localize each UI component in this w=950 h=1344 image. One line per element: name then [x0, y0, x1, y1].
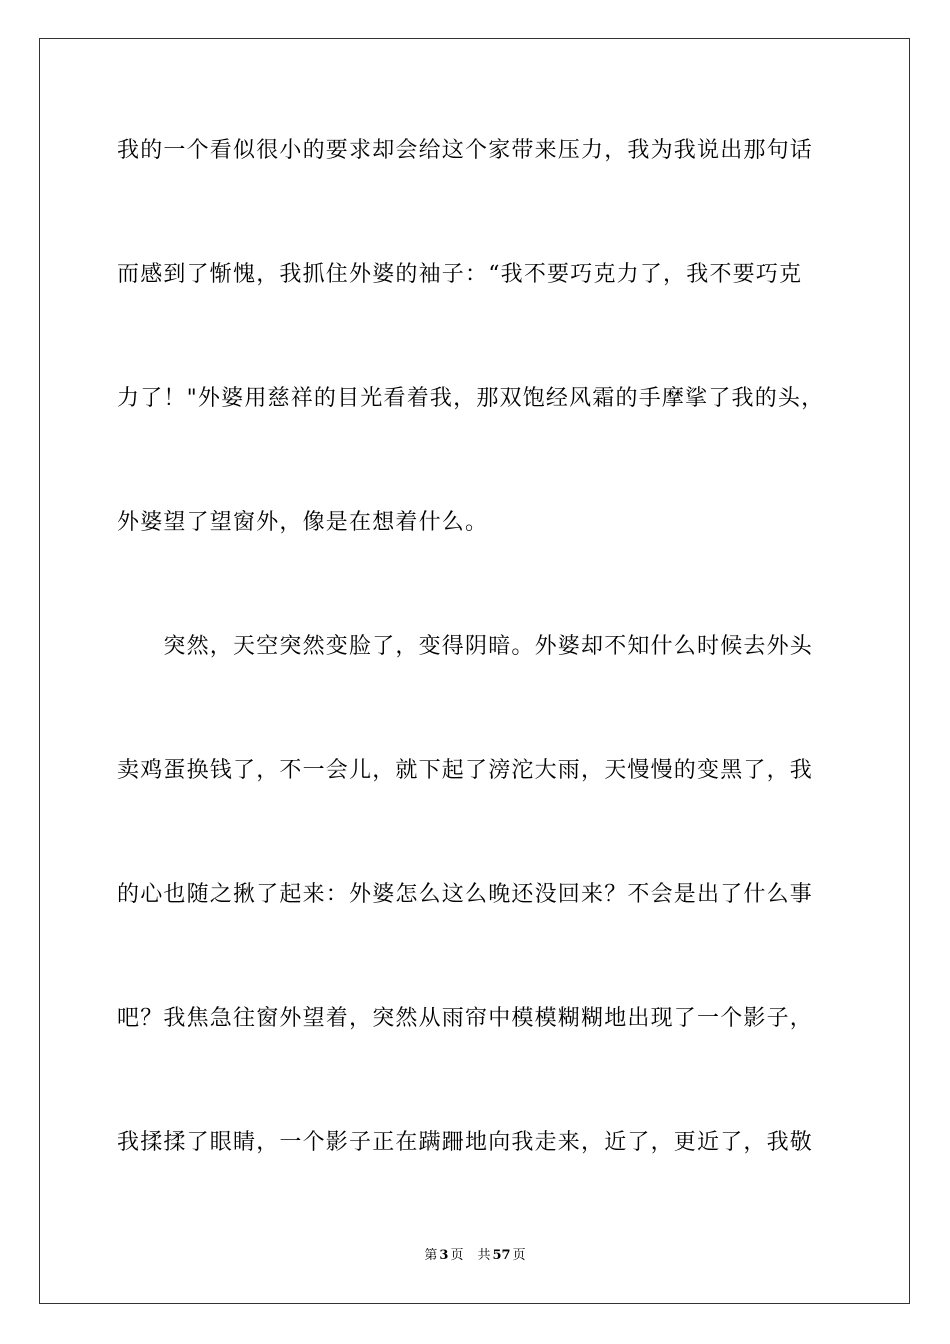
page-footer: [0, 1247, 950, 1265]
total-prefix: 共: [477, 1248, 491, 1263]
text-line-3: 力了！"外婆用慈祥的目光看着我，那双饱经风霜的手摩挲了我的头，: [117, 386, 825, 411]
page-prefix: 第: [424, 1248, 438, 1263]
text-line-4: 外婆望了望窗外，像是在想着什么。: [117, 510, 489, 535]
text-line-5: 突然，天空突然变脸了，变得阴暗。外婆却不知什么时候去外头: [117, 634, 814, 659]
page-number: 3: [439, 1248, 449, 1263]
text-line-1: 我的一个看似很小的要求却会给这个家带来压力，我为我说出那句话: [117, 138, 814, 163]
page-border: [39, 38, 910, 1304]
page-suffix: 页: [450, 1248, 464, 1263]
text-line-8: 吧？我焦急往窗外望着，突然从雨帘中模模糊糊地出现了一个影子，: [117, 1006, 814, 1031]
text-line-9: 我揉揉了眼睛，一个影子正在蹒跚地向我走来，近了，更近了，我敬: [117, 1130, 814, 1155]
total-pages: 57: [492, 1248, 511, 1263]
text-line-7: 的心也随之揪了起来：外婆怎么这么晚还没回来？不会是出了什么事: [117, 882, 814, 907]
text-line-6: 卖鸡蛋换钱了，不一会儿，就下起了滂沱大雨，天慢慢的变黑了，我: [117, 758, 814, 783]
text-line-2: 而感到了惭愧，我抓住外婆的袖子：“我不要巧克力了，我不要巧克: [117, 262, 803, 287]
total-suffix: 页: [512, 1248, 526, 1263]
